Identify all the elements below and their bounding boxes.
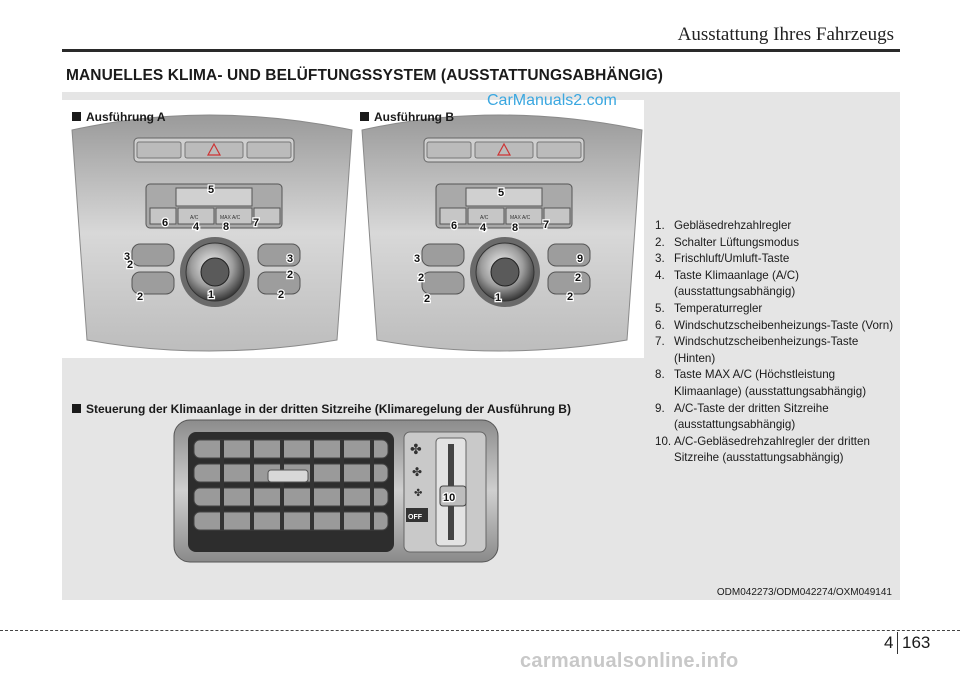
- callout-a-6: 6: [162, 217, 169, 229]
- legend-item: 5. Temperaturregler: [655, 301, 763, 315]
- square-bullet-icon: [360, 112, 369, 121]
- footer-rule: [0, 630, 960, 631]
- callout-a-3-right: 3: [287, 253, 294, 265]
- callout-b-1: 1: [495, 292, 502, 304]
- panel-b: [362, 115, 642, 351]
- page-number: 163: [902, 633, 931, 652]
- header-rule: [62, 49, 900, 52]
- third-row-caption: Steuerung der Klimaanlage in der dritten Sitzreihe (Klimaregelung der Ausführung B): [72, 402, 571, 416]
- callout-a-1: 1: [208, 289, 215, 301]
- callout-a-2-d: 2: [278, 289, 285, 301]
- section-title: MANUELLES KLIMA- UND BELÜFTUNGSSYSTEM (AUSSTATTUNGSABHÄNGIG): [66, 67, 663, 84]
- off-label: OFF: [408, 514, 422, 521]
- page-separator: [897, 632, 898, 654]
- chapter-number: 4: [884, 633, 894, 652]
- callout-b-5: 5: [498, 187, 505, 199]
- callout-a-8: 8: [223, 221, 230, 233]
- variant-b-label: Ausführung B: [360, 110, 454, 124]
- callout-b-2-c: 2: [424, 293, 431, 305]
- fan-low-icon: ✤: [414, 488, 423, 499]
- callout-b-2-d: 2: [567, 291, 574, 303]
- callout-a-4: 4: [193, 221, 200, 233]
- legend-item: 1. Gebläsedrehzahlregler: [655, 219, 792, 232]
- callout-b-4: 4: [480, 222, 487, 234]
- callout-a-2-a: 2: [127, 259, 134, 271]
- square-bullet-icon: [72, 404, 81, 413]
- callout-b-2-b: 2: [575, 272, 582, 284]
- callout-10: 10: [443, 492, 456, 504]
- legend-list: [655, 218, 895, 467]
- callout-b-8: 8: [512, 222, 519, 234]
- callout-a-2-c: 2: [137, 291, 144, 303]
- site-watermark: carmanualsonline.info: [520, 650, 739, 672]
- image-credit: ODM042273/ODM042274/OXM049141: [716, 587, 892, 598]
- fan-high-icon: ✤: [410, 441, 422, 457]
- callout-b-2-a: 2: [418, 272, 425, 284]
- svg-text:A/C: A/C: [190, 215, 199, 221]
- callout-b-3: 3: [414, 253, 421, 265]
- climate-panels-illustration: [62, 100, 644, 358]
- legend-item: 6. Windschutzscheibenheizungs-Taste (Vorn): [655, 318, 894, 332]
- panel-a: [72, 115, 352, 351]
- svg-text:MAX A/C: MAX A/C: [510, 215, 531, 221]
- third-row-vent-illustration: [172, 418, 502, 568]
- callout-a-5: 5: [208, 184, 215, 196]
- legend-item: 8. Taste MAX A/C (Höchstleistung Klimaanlage) (ausstattungsabhängig): [655, 368, 867, 398]
- fan-mid-icon: ✤: [412, 465, 423, 479]
- legend-item: 10. A/C-Gebläsedrehzahlregler der dritten Sitzreihe (ausstattungsabhängig): [655, 434, 870, 465]
- callout-b-7: 7: [543, 219, 550, 231]
- legend-item: 4. Taste Klimaanlage (A/C) (ausstattungsabhängig): [655, 268, 800, 299]
- callout-a-3-left: 3: [124, 251, 131, 263]
- legend-item: 7. Windschutzscheibenheizungs-Taste (Hinten): [655, 335, 859, 365]
- callout-b-6: 6: [451, 220, 458, 232]
- callout-b-9: 9: [577, 253, 584, 265]
- legend-item: 9. A/C-Taste der dritten Sitzreihe (ausstattungsabhängig): [655, 401, 829, 432]
- legend-item: 3. Frischluft/Umluft-Taste: [655, 252, 790, 266]
- callout-a-7: 7: [253, 217, 260, 229]
- svg-text:MAX A/C: MAX A/C: [220, 215, 241, 221]
- carmanuals-watermark: CarManuals2.com: [487, 92, 617, 109]
- variant-a-label: Ausführung A: [72, 110, 166, 124]
- callout-a-2-b: 2: [287, 269, 294, 281]
- svg-text:A/C: A/C: [480, 215, 489, 221]
- square-bullet-icon: [72, 112, 81, 121]
- header-title: Ausstattung Ihres Fahrzeugs: [677, 24, 894, 45]
- legend-item: 2. Schalter Lüftungsmodus: [655, 235, 800, 249]
